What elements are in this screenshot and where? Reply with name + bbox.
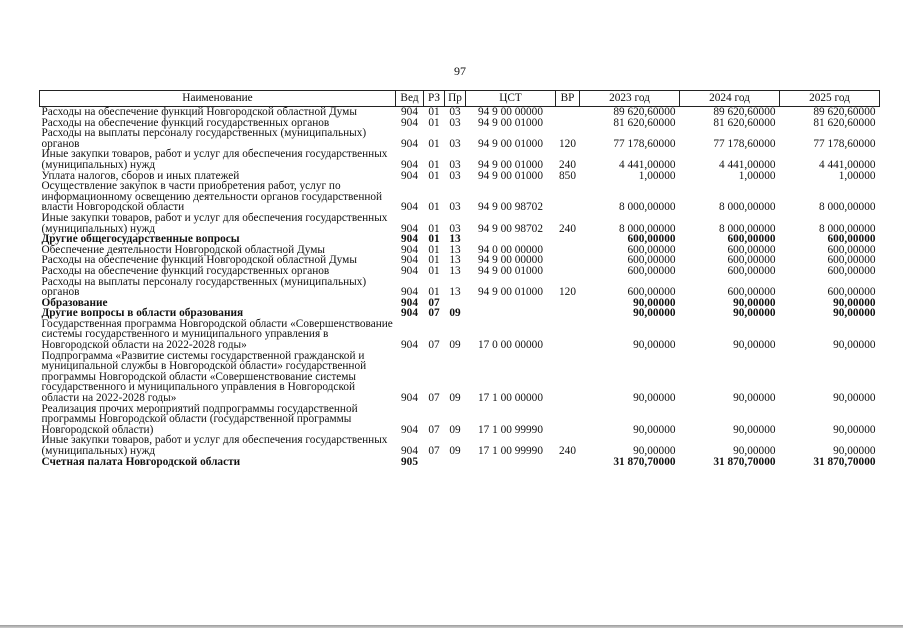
cell-ved: 904: [401, 201, 418, 214]
cell-y2023: 600,00000: [627, 264, 676, 277]
cell-cst: [466, 298, 556, 309]
cell-y2024: 90,00000: [733, 392, 776, 405]
table-row: [40, 319, 880, 351]
header-2025: 2025 год: [780, 91, 880, 107]
cell-y2024: 600,00000: [727, 233, 776, 246]
cell-y2023: 1,00000: [638, 169, 676, 182]
cell-cst: 17 1 00 00000: [478, 392, 543, 405]
cell-cst: 94 9 00 00000: [478, 254, 543, 267]
cell-rz: 01: [428, 137, 440, 150]
header-pr: Пр: [445, 91, 466, 107]
cell-pr: 03: [449, 222, 461, 235]
cell-y2023: 31 870,70000: [613, 455, 676, 468]
cell-y2025: 600,00000: [827, 286, 876, 299]
cell-pr: 09: [449, 392, 461, 405]
cell-rz: 07: [428, 296, 440, 309]
table-row: [40, 457, 880, 468]
cell-name: Образование: [41, 296, 108, 309]
cell-vr: 120: [559, 286, 576, 299]
cell-cst: 94 0 00 00000: [478, 243, 543, 256]
cell-y2023: 600,00000: [627, 254, 676, 267]
cell-y2024: 8 000,00000: [719, 222, 776, 235]
cell-y2024: 600,00000: [727, 264, 776, 277]
table-row: [40, 128, 880, 149]
cell-y2025: 4 441,00000: [819, 158, 876, 171]
cell-y2025: 90,00000: [833, 296, 876, 309]
cell-rz: 01: [428, 254, 440, 267]
cell-y2024: 31 870,70000: [713, 455, 776, 468]
cell-vr: [556, 457, 580, 468]
cell-y2024: 90,00000: [733, 423, 776, 436]
cell-cst: 94 9 00 98702: [478, 222, 543, 235]
cell-y2023: 600,00000: [627, 243, 676, 256]
cell-y2024: 90,00000: [733, 445, 776, 457]
cell-cst: [466, 457, 556, 468]
cell-y2023: 90,00000: [633, 445, 676, 457]
cell-cst: 94 9 00 01000: [478, 137, 543, 150]
cell-y2023: 90,00000: [633, 307, 676, 320]
cell-cst: 94 9 00 00000: [478, 106, 543, 118]
cell-rz: 07: [428, 423, 440, 436]
cell-ved: 904: [401, 243, 418, 256]
table-row: [40, 435, 880, 456]
cell-name: Обеспечение деятельности Новгородской областной Думы: [41, 243, 325, 256]
cell-name: Расходы на выплаты персоналу государственных (муниципальных) органов: [41, 275, 367, 299]
cell-y2024: 90,00000: [733, 307, 776, 320]
cell-rz: 01: [428, 286, 440, 299]
table-body: [40, 107, 880, 468]
table-row: [40, 107, 880, 118]
cell-pr: 03: [449, 158, 461, 171]
header-rz: РЗ: [424, 91, 445, 107]
cell-rz: 01: [428, 106, 440, 118]
cell-y2025: 31 870,70000: [813, 455, 876, 468]
cell-y2023: 81 620,60000: [613, 116, 676, 129]
cell-rz: 07: [428, 445, 440, 457]
header-cst: ЦСТ: [466, 91, 556, 107]
table-row: [40, 181, 880, 213]
cell-ved: 904: [401, 264, 418, 277]
table-row: [40, 404, 880, 436]
cell-y2025: 77 178,60000: [813, 137, 876, 150]
cell-ved: 904: [401, 445, 418, 457]
cell-ved: 904: [401, 233, 418, 246]
cell-vr: [556, 234, 580, 245]
cell-y2024: 77 178,60000: [713, 137, 776, 150]
page-bottom-rule: [0, 625, 903, 628]
cell-name: Уплата налогов, сборов и иных платежей: [41, 169, 240, 182]
cell-vr: [556, 118, 580, 129]
cell-ved: 904: [401, 116, 418, 129]
cell-name: Другие вопросы в области образования: [41, 307, 244, 320]
cell-rz: 01: [428, 233, 440, 246]
cell-y2024: 8 000,00000: [719, 201, 776, 214]
page-number: 97: [454, 64, 466, 78]
cell-pr: 09: [449, 445, 461, 457]
cell-rz: [424, 457, 445, 468]
cell-cst: [466, 308, 556, 319]
cell-ved: 904: [401, 339, 418, 352]
cell-y2023: 90,00000: [633, 423, 676, 436]
cell-rz: 07: [428, 307, 440, 320]
cell-pr: 09: [449, 339, 461, 352]
cell-name: Расходы на обеспечение функций Новгородской областной Думы: [41, 106, 357, 118]
cell-vr: 850: [559, 169, 576, 182]
cell-y2025: 600,00000: [827, 254, 876, 267]
budget-table: [39, 90, 880, 467]
cell-ved: 904: [401, 392, 418, 405]
header-2024: 2024 год: [680, 91, 780, 107]
table-row: [40, 277, 880, 298]
cell-pr: 09: [449, 423, 461, 436]
cell-vr: [556, 351, 580, 404]
cell-y2023: 90,00000: [633, 296, 676, 309]
header-vr: ВР: [556, 91, 580, 107]
cell-rz: 01: [428, 169, 440, 182]
cell-vr: [556, 107, 580, 118]
cell-cst: 17 1 00 99990: [478, 445, 543, 457]
cell-rz: 01: [428, 158, 440, 171]
cell-cst: 94 9 00 01000: [478, 158, 543, 171]
cell-pr: 13: [449, 286, 461, 299]
cell-y2025: 90,00000: [833, 423, 876, 436]
cell-y2023: 90,00000: [633, 392, 676, 405]
cell-y2025: 1,00000: [838, 169, 876, 182]
cell-name: Другие общегосударственные вопросы: [41, 233, 240, 246]
cell-y2023: 8 000,00000: [619, 222, 676, 235]
cell-rz: 01: [428, 243, 440, 256]
cell-name: Иные закупки товаров, работ и услуг для обеспечения государственных (муниципальных) нужд: [41, 148, 388, 171]
cell-vr: 240: [559, 158, 576, 171]
cell-ved: 904: [401, 423, 418, 436]
cell-y2024: 600,00000: [727, 243, 776, 256]
cell-y2024: 1,00000: [738, 169, 776, 182]
cell-y2024: 4 441,00000: [719, 158, 776, 171]
cell-y2023: 600,00000: [627, 233, 676, 246]
cell-y2025: 90,00000: [833, 339, 876, 352]
cell-y2025: 8 000,00000: [819, 201, 876, 214]
cell-pr: 03: [449, 106, 461, 118]
cell-ved: 904: [401, 222, 418, 235]
cell-pr: 13: [449, 264, 461, 277]
cell-y2024: 81 620,60000: [713, 116, 776, 129]
cell-vr: [556, 266, 580, 277]
cell-y2024: 90,00000: [733, 296, 776, 309]
cell-vr: [556, 255, 580, 266]
cell-y2024: 90,00000: [733, 339, 776, 352]
cell-name: Иные закупки товаров, работ и услуг для обеспечения государственных (муниципальных) нужд: [41, 434, 388, 457]
cell-y2025: 8 000,00000: [819, 222, 876, 235]
cell-vr: [556, 319, 580, 351]
cell-rz: 07: [428, 339, 440, 352]
cell-y2023: 600,00000: [627, 286, 676, 299]
cell-y2025: 90,00000: [833, 445, 876, 457]
cell-ved: 904: [401, 307, 418, 320]
cell-y2023: 8 000,00000: [619, 201, 676, 214]
cell-name: Расходы на обеспечение функций государственных органов: [41, 264, 330, 277]
cell-pr: [445, 457, 466, 468]
cell-pr: 03: [449, 169, 461, 182]
cell-name: Расходы на обеспечение функций Новгородской областной Думы: [41, 254, 357, 267]
cell-rz: 07: [428, 392, 440, 405]
cell-name: Расходы на выплаты персоналу государственных (муниципальных) органов: [41, 127, 367, 150]
cell-cst: 94 9 00 01000: [478, 169, 543, 182]
cell-name: Счетная палата Новгородской области: [41, 455, 241, 468]
cell-name: Иные закупки товаров, работ и услуг для обеспечения государственных (муниципальных) нужд: [41, 211, 388, 235]
cell-vr: [556, 404, 580, 436]
cell-y2023: 89 620,60000: [613, 106, 676, 118]
header-row: [40, 91, 880, 107]
cell-rz: 01: [428, 201, 440, 214]
cell-ved: 904: [401, 254, 418, 267]
cell-vr: 240: [559, 445, 576, 457]
cell-name: Подпрограмма «Развитие системы государственной гражданской и муниципальной службы в Новгородской области» государственной программы Новгородской области «Совершенствование системы государственного и муниципального управления в Новгородской области на 2022-2028 годы»: [41, 349, 367, 405]
cell-cst: 94 9 00 98702: [478, 201, 543, 214]
cell-ved: 904: [401, 106, 418, 118]
cell-ved: 905: [401, 455, 418, 468]
cell-ved: 904: [401, 169, 418, 182]
cell-pr: 03: [449, 137, 461, 150]
cell-name: Расходы на обеспечение функций государственных органов: [41, 116, 330, 129]
cell-pr: 13: [449, 243, 461, 256]
cell-ved: 904: [401, 137, 418, 150]
cell-pr: 03: [449, 116, 461, 129]
cell-name: Реализация прочих мероприятий подпрограммы государственной программы Новгородской области (государственной программы Новгородской области): [41, 402, 358, 436]
header-ved: Вед: [396, 91, 424, 107]
cell-y2025: 81 620,60000: [813, 116, 876, 129]
cell-y2024: 89 620,60000: [713, 106, 776, 118]
cell-y2025: 600,00000: [827, 233, 876, 246]
cell-vr: [556, 245, 580, 256]
cell-vr: [556, 181, 580, 213]
header-2023: 2023 год: [580, 91, 680, 107]
cell-vr: [556, 298, 580, 309]
cell-rz: 01: [428, 264, 440, 277]
table-row: [40, 266, 880, 277]
cell-rz: 01: [428, 116, 440, 129]
cell-cst: 17 1 00 99990: [478, 423, 543, 436]
cell-y2025: 90,00000: [833, 392, 876, 405]
table-row: [40, 351, 880, 404]
cell-y2023: 77 178,60000: [613, 137, 676, 150]
cell-cst: 94 9 00 01000: [478, 286, 543, 299]
cell-cst: 94 9 00 01000: [478, 116, 543, 129]
cell-y2025: 90,00000: [833, 307, 876, 320]
cell-vr: 240: [559, 222, 576, 235]
table-row: [40, 149, 880, 170]
cell-pr: 13: [449, 233, 461, 246]
cell-ved: 904: [401, 158, 418, 171]
cell-cst: 94 9 00 01000: [478, 264, 543, 277]
cell-vr: [556, 308, 580, 319]
cell-pr: 09: [449, 307, 461, 320]
cell-pr: 13: [449, 254, 461, 267]
cell-vr: 120: [559, 137, 576, 150]
cell-cst: 17 0 00 00000: [478, 339, 543, 352]
cell-y2023: 90,00000: [633, 339, 676, 352]
cell-y2024: 600,00000: [727, 254, 776, 267]
table-row: [40, 213, 880, 234]
cell-name: Осуществление закупок в части приобретения работ, услуг по информационному освещению деятельности органов государственной власти Новгородской области: [41, 180, 383, 214]
cell-name: Государственная программа Новгородской области «Совершенствование системы государственного и муниципального управления в Новгородской области на 2022-2028 годы»: [41, 317, 393, 352]
cell-y2025: 600,00000: [827, 264, 876, 277]
cell-y2025: 89 620,60000: [813, 106, 876, 118]
cell-pr: 03: [449, 201, 461, 214]
cell-y2024: 600,00000: [727, 286, 776, 299]
cell-y2025: 600,00000: [827, 243, 876, 256]
cell-y2023: 4 441,00000: [619, 158, 676, 171]
header-name: Наименование: [40, 91, 396, 107]
cell-ved: 904: [401, 296, 418, 309]
cell-rz: 01: [428, 222, 440, 235]
cell-ved: 904: [401, 286, 418, 299]
